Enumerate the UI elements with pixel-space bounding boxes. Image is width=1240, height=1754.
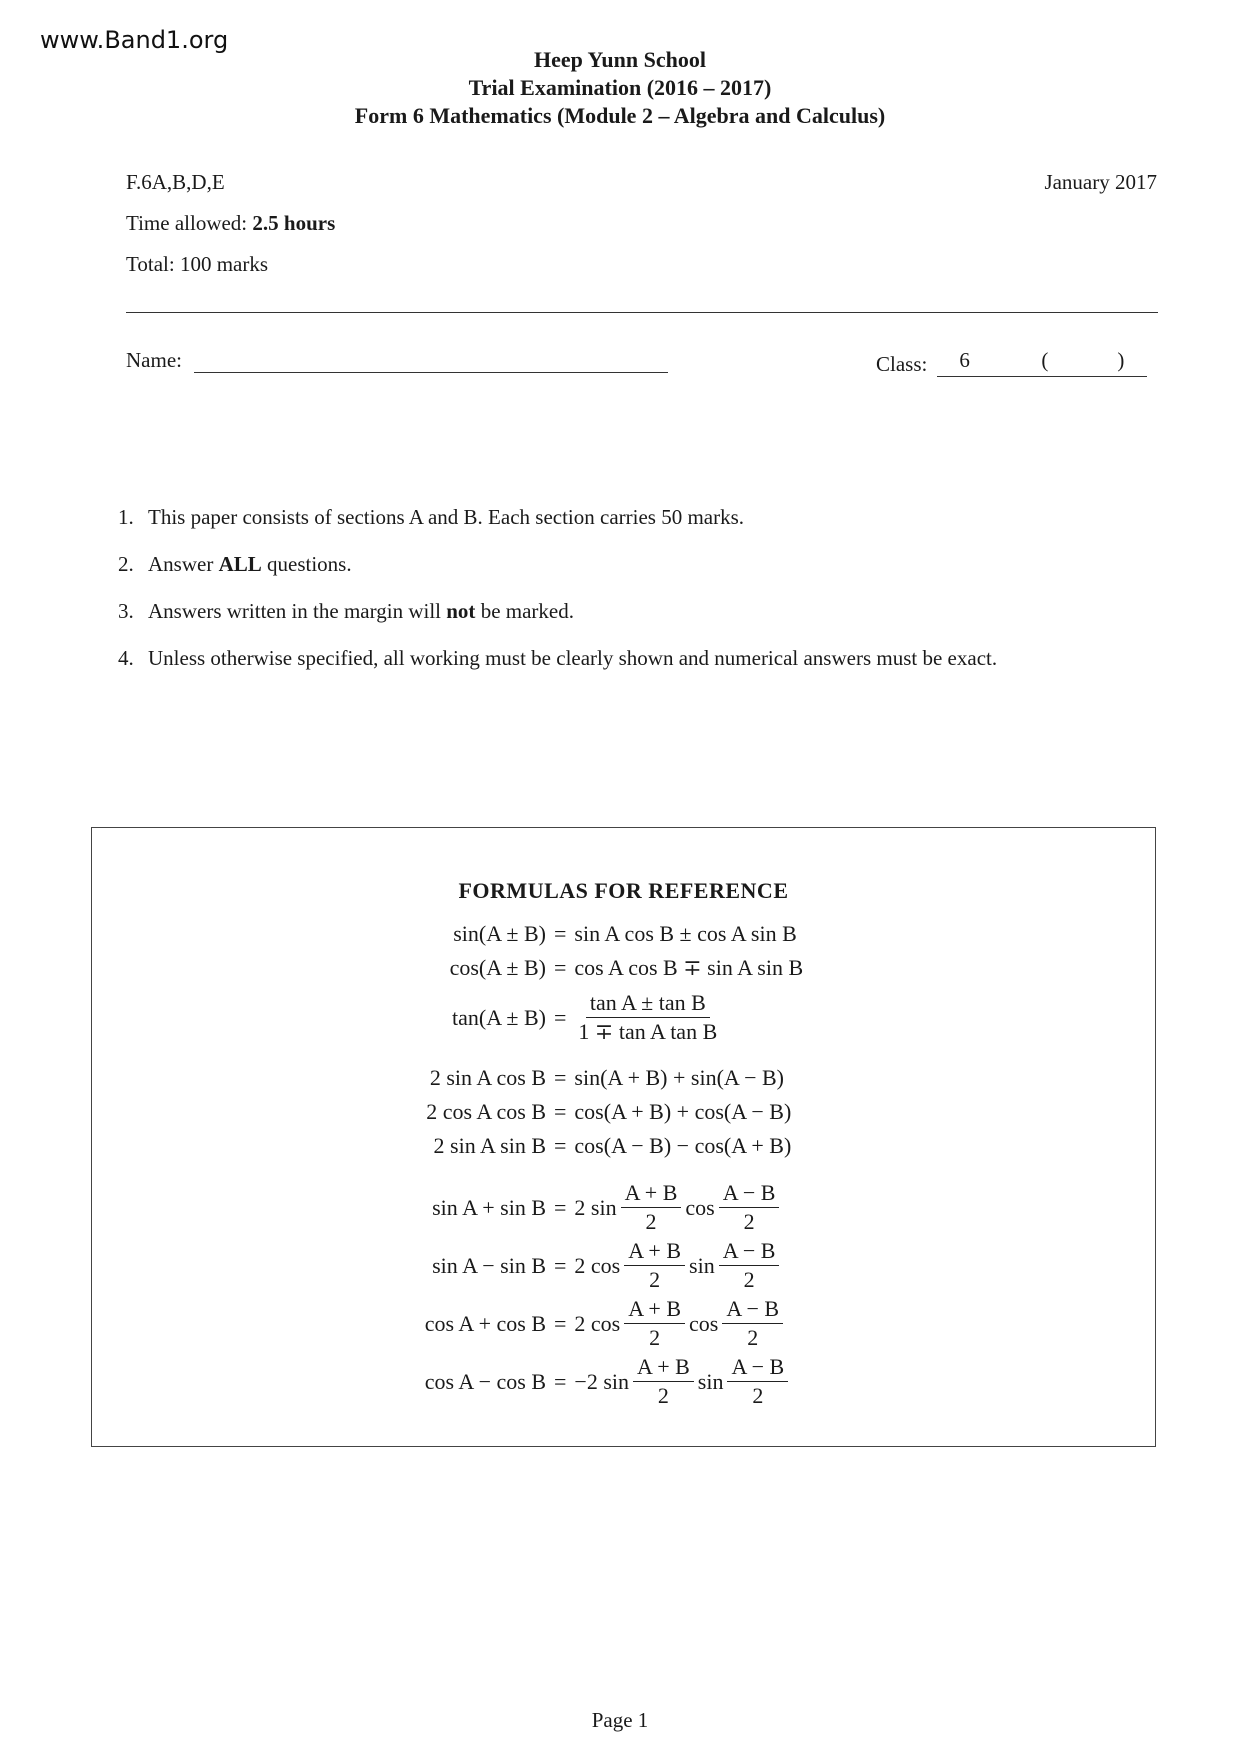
instruction-text: questions. [261,552,352,576]
formula-row [92,1180,1155,1235]
formula-lhs: cos A + cos B [424,1310,546,1336]
fraction-denominator: 2 [649,1267,661,1292]
name-field-row [126,348,668,373]
exam-date: January 2017 [1044,170,1157,194]
class-list: F.6A,B,D,E [126,170,225,194]
instruction-emphasis: not [446,599,476,623]
instruction-number: 3. [118,599,134,623]
formula-coefficient: −2 sin [574,1368,630,1394]
instruction-text: Answers written in the margin will [148,599,447,623]
fraction [722,1296,783,1351]
formula-row [92,921,1155,947]
class-input-line[interactable] [937,348,1147,377]
formula-coefficient: 2 cos [574,1310,621,1336]
instructions-list [118,503,1178,691]
formula-function: sin [697,1368,724,1394]
instruction-emphasis: ALL [218,552,262,576]
formula-coefficient: 2 cos [574,1252,621,1278]
instruction-item [118,644,1178,691]
equals-sign: = [554,955,567,980]
instruction-item [118,550,1178,597]
instruction-number: 1. [118,505,134,529]
class-number-open-paren: ( [1041,348,1049,372]
formula-rhs: cos A cos B ∓ sin A sin B [574,955,804,980]
fraction-numerator: A + B [624,1296,685,1324]
equals-sign: = [554,1252,567,1278]
school-name: Heep Yunn School [534,47,706,72]
instruction-text: be marked. [475,599,574,623]
fraction-denominator: 2 [743,1267,755,1292]
formula-lhs: tan(A ± B) [452,1004,546,1030]
equals-sign: = [554,1310,567,1336]
formula-rhs: cos(A + B) + cos(A − B) [574,1099,792,1124]
fraction [621,1180,682,1235]
formula-row [92,955,1155,981]
class-label: Class: [876,352,928,376]
fraction-denominator: 2 [649,1325,661,1350]
header-divider [126,312,1158,313]
formula-reference-box [91,827,1156,1447]
instruction-item [118,597,1178,644]
class-field-row [876,348,1147,377]
formula-row [92,1296,1155,1351]
total-marks-value: 100 marks [179,252,269,276]
formula-function: sin [689,1252,715,1278]
equals-sign: = [554,1065,567,1090]
fraction-denominator: 2 [743,1209,755,1234]
fraction [719,1238,780,1293]
instruction-number: 2. [118,552,134,576]
fraction-numerator: A − B [719,1238,780,1266]
formula-lhs: sin A + sin B [432,1194,546,1220]
name-label: Name: [126,348,182,372]
fraction-numerator: A + B [621,1180,682,1208]
instruction-text: Answer [148,552,219,576]
fraction-denominator: 2 [747,1325,759,1350]
total-marks-label: Total: [126,252,175,276]
fraction [727,1354,788,1409]
fraction-denominator: 2 [752,1383,764,1408]
name-input-line[interactable] [194,350,668,373]
formula-lhs: sin A − sin B [432,1252,546,1278]
fraction [624,1238,685,1293]
time-allowed [126,211,335,236]
subject-title: Form 6 Mathematics (Module 2 – Algebra and Calculus) [354,103,886,128]
formula-row [92,1133,1155,1159]
instruction-text: Unless otherwise specified, all working must be clearly shown and numerical answers must be exact. [148,646,998,670]
fraction-numerator: A − B [727,1354,788,1382]
fraction-numerator: A + B [624,1238,685,1266]
fraction-denominator: 1 ∓ tan A tan B [578,1019,718,1044]
class-number-close-paren: ) [1117,348,1125,372]
formula-lhs: cos(A ± B) [449,955,546,980]
formula-function: cos [685,1194,715,1220]
time-allowed-value: 2.5 hours [252,211,336,235]
fraction [633,1354,694,1409]
formula-lhs: 2 cos A cos B [426,1099,546,1124]
exam-header [0,46,1240,130]
formula-title: FORMULAS FOR REFERENCE [458,878,789,903]
formula-row [92,1065,1155,1091]
formula-row [92,1099,1155,1125]
fraction-numerator: A − B [719,1180,780,1208]
total-marks [126,252,268,277]
fraction-numerator: A + B [633,1354,694,1382]
fraction-numerator: A − B [722,1296,783,1324]
formula-rhs: sin A cos B ± cos A sin B [574,921,797,946]
equals-sign: = [554,1004,567,1030]
formula-function: cos [689,1310,719,1336]
time-allowed-label: Time allowed: [126,211,248,235]
formula-lhs: 2 sin A sin B [433,1133,546,1158]
formula-lhs: cos A − cos B [424,1368,546,1394]
class-value: 6 [959,348,970,372]
fraction-denominator: 2 [657,1383,669,1408]
exam-title: Trial Examination (2016 – 2017) [468,75,772,100]
equals-sign: = [554,1133,567,1158]
equals-sign: = [554,1194,567,1220]
formula-lhs: sin(A ± B) [453,921,546,946]
formula-row [92,1354,1155,1409]
fraction [719,1180,780,1235]
equals-sign: = [554,1368,567,1394]
formula-rhs: cos(A − B) − cos(A + B) [574,1133,792,1158]
instruction-number: 4. [118,646,134,670]
fraction [624,1296,685,1351]
page-number: Page 1 [591,1708,649,1732]
formula-row [92,990,1155,1045]
watermark-text: www.Band1.org [40,26,229,54]
formula-lhs: 2 sin A cos B [429,1065,546,1090]
instruction-text: This paper consists of sections A and B. Each section carries 50 marks. [148,505,745,529]
fraction-numerator: tan A ± tan B [586,990,710,1018]
equals-sign: = [554,1099,567,1124]
formula-coefficient: 2 sin [574,1194,617,1220]
fraction [578,990,717,1045]
instruction-item [118,503,1178,550]
fraction-denominator: 2 [645,1209,657,1234]
formula-row [92,1238,1155,1293]
formula-rhs: sin(A + B) + sin(A − B) [574,1065,784,1090]
equals-sign: = [554,921,567,946]
